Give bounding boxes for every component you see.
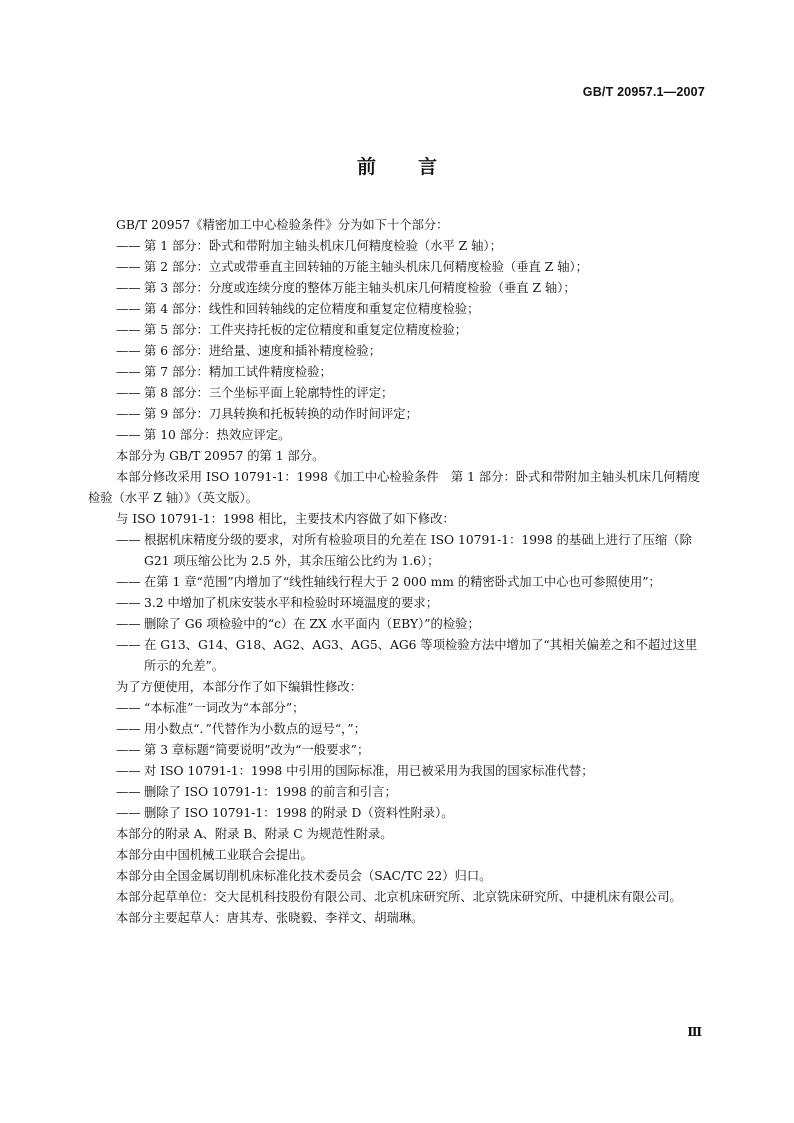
proposed-by: 本部分由中国机械工业联合会提出。 <box>116 848 313 862</box>
list-item-text: 第 1 部分：卧式和带附加主轴头机床几何精度检验（水平 Z 轴）； <box>144 239 502 253</box>
tech-changes-intro: 与 ISO 10791-1：1998 相比，主要技术内容做了如下修改： <box>116 512 455 526</box>
dash-marker: —— <box>116 239 141 253</box>
list-item <box>88 236 706 257</box>
list-item <box>88 761 706 782</box>
dash-marker: —— <box>116 386 141 400</box>
list-item-text: 根据机床精度分级的要求，对所有检验项目的允差在 ISO 10791-1：1998 的基础上进行了压缩（除 G21 项压缩公比为 2.5 外，其余压缩公比约为 1.6）； <box>144 533 692 568</box>
list-item <box>88 425 706 446</box>
tech-changes-list <box>88 530 706 677</box>
list-item <box>88 740 706 761</box>
list-item <box>88 782 706 803</box>
standard-number: GB/T 20957.1—2007 <box>582 85 705 99</box>
list-item <box>88 341 706 362</box>
drafting-units: 本部分起草单位：交大昆机科技股份有限公司、北京机床研究所、北京铣床研究所、中捷机床有限公司。 <box>116 890 682 904</box>
list-item-text: 第 2 部分：立式或带垂直主回转轴的万能主轴头机床几何精度检验（垂直 Z 轴）； <box>144 260 588 274</box>
parts-list <box>88 236 706 446</box>
dash-marker: —— <box>116 323 141 337</box>
list-item <box>88 572 706 593</box>
list-item-text: 第 6 部分：进给量、速度和插补精度检验； <box>144 344 381 358</box>
dash-marker: —— <box>116 743 141 757</box>
dash-marker: —— <box>116 617 141 631</box>
adoption-paragraph: 本部分修改采用 ISO 10791-1：1998《加工中心检验条件 第 1 部分：卧式和带附加主轴头机床几何精度检验（水平 Z 轴）》（英文版）。 <box>88 470 701 505</box>
dash-marker: —— <box>116 281 141 295</box>
list-item-text: 删除了 ISO 10791-1：1998 的前言和引言； <box>144 785 397 799</box>
list-item-text: 第 3 部分：分度或连续分度的整体万能主轴头机床几何精度检验（垂直 Z 轴）； <box>144 281 576 295</box>
list-item-text: 第 8 部分：三个坐标平面上轮廓特性的评定； <box>144 386 394 400</box>
list-item <box>88 299 706 320</box>
editorial-intro: 为了方便使用，本部分作了如下编辑性修改： <box>116 680 362 694</box>
dash-marker: —— <box>116 407 141 421</box>
dash-marker: —— <box>116 533 141 547</box>
list-item-text: 第 5 部分：工件夹持托板的定位精度和重复定位精度检验； <box>144 323 468 337</box>
list-item <box>88 320 706 341</box>
list-item-text: 第 3 章标题“简要说明”改为“一般要求”； <box>144 743 370 757</box>
list-item <box>88 719 706 740</box>
list-item-text: 对 ISO 10791-1：1998 中引用的国际标准，用已被采用为我国的国家标准代替； <box>144 764 594 778</box>
list-item-text: 第 10 部分：热效应评定。 <box>144 428 291 442</box>
dash-marker: —— <box>116 365 141 379</box>
list-item <box>88 383 706 404</box>
list-item <box>88 257 706 278</box>
dash-marker: —— <box>116 302 141 316</box>
list-item <box>88 803 706 824</box>
editorial-changes-list <box>88 698 706 824</box>
list-item-text: 在 G13、G14、G18、AG2、AG3、AG5、AG6 等项检验方法中增加了“其相关偏差之和不超过这里所示的允差”。 <box>144 638 698 673</box>
list-item <box>88 614 706 635</box>
dash-marker: —— <box>116 806 141 820</box>
dash-marker: —— <box>116 596 141 610</box>
list-item-text: 第 7 部分：精加工试件精度检验； <box>144 365 332 379</box>
part-statement: 本部分为 GB/T 20957 的第 1 部分。 <box>116 449 325 463</box>
list-item <box>88 593 706 614</box>
dash-marker: —— <box>116 638 141 652</box>
list-item <box>88 698 706 719</box>
intro-paragraph: GB/T 20957《精密加工中心检验条件》分为如下十个部分： <box>116 218 449 232</box>
appendix-note: 本部分的附录 A、附录 B、附录 C 为规范性附录。 <box>116 827 393 841</box>
dash-marker: —— <box>116 428 141 442</box>
drafters: 本部分主要起草人：唐其寿、张晓毅、李祥文、胡瑞琳。 <box>116 911 424 925</box>
dash-marker: —— <box>116 764 141 778</box>
dash-marker: —— <box>116 344 141 358</box>
list-item <box>88 635 706 677</box>
page-title: 前言 <box>356 156 479 178</box>
list-item-text: 删除了 G6 项检验中的“c）在 ZX 水平面内（EBY）”的检验； <box>144 617 480 631</box>
list-item <box>88 362 706 383</box>
list-item-text: 删除了 ISO 10791-1：1998 的附录 D（资料性附录）。 <box>144 806 454 820</box>
dash-marker: —— <box>116 785 141 799</box>
page-number: Ⅲ <box>687 1025 702 1039</box>
list-item-text: 第 9 部分：刀具转换和托板转换的动作时间评定； <box>144 407 418 421</box>
dash-marker: —— <box>116 722 141 736</box>
list-item-text: 3.2 中增加了机床安装水平和检验时环境温度的要求； <box>144 596 438 610</box>
dash-marker: —— <box>116 701 141 715</box>
list-item-text: 用小数点“．”代替作为小数点的逗号“，”； <box>144 722 366 736</box>
list-item-text: 第 4 部分：线性和回转轴线的定位精度和重复定位精度检验； <box>144 302 480 316</box>
list-item <box>88 530 706 572</box>
document-body <box>88 215 706 929</box>
dash-marker: —— <box>116 575 141 589</box>
list-item <box>88 278 706 299</box>
list-item <box>88 404 706 425</box>
managed-by: 本部分由全国金属切削机床标准化技术委员会（SAC/TC 22）归口。 <box>116 869 492 883</box>
list-item-text: “本标准”一词改为“本部分”； <box>144 701 305 715</box>
list-item-text: 在第 1 章“范围”内增加了“线性轴线行程大于 2 000 mm 的精密卧式加工中心也可参照使用”； <box>144 575 661 589</box>
dash-marker: —— <box>116 260 141 274</box>
